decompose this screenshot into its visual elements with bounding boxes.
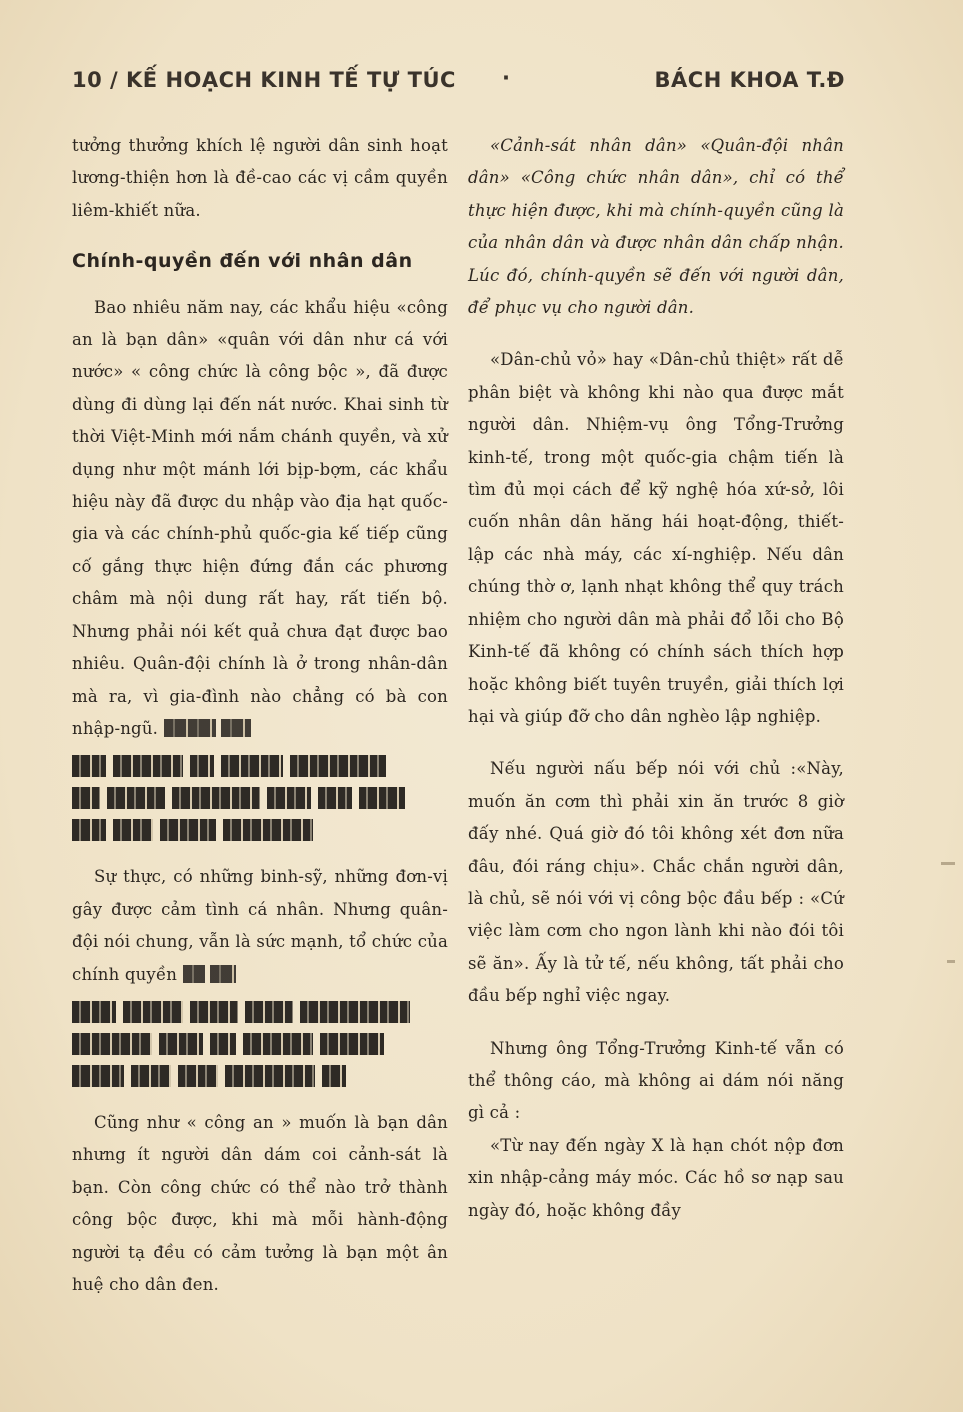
paragraph-text: Bao nhiêu năm nay, các khẩu hiệu «công an là bạn dân» «quân với dân như cá với nước» « công chức là công bộc », đã được dùng đi dùng lại đến nát nước. Khai sinh từ thời Việt-Minh mới nắm chánh quyền, và xử dụng như một mánh lới bịp-bợm, các khẩu hiệu này đã được du nhập vào địa hạt quốc-gia và các chính-phủ quốc-gia kế tiếp cũng cố gắng thực hiện đứng đắn các phương châm mà nội dung rất hay, rất tiến bộ. Nhưng phải nói kết quả chưa đạt được bao nhiêu. Quân-đội chính là ở trong nhân-dân mà ra, vì gia-đình nào chẳng có bà con nhập-ngũ. <box>72 297 448 738</box>
running-header <box>72 68 845 108</box>
censored-block <box>164 719 216 737</box>
censored-line <box>72 1001 448 1023</box>
censored-line <box>72 755 448 777</box>
paragraph-text: Sự thực, có những binh-sỹ, những đơn-vị gây được cảm tình cá nhân. Nhưng quân-đội nói chung, vẫn là sức mạnh, tổ chức của chính quyền <box>72 867 448 984</box>
censored-block <box>210 965 236 983</box>
censored-block <box>183 965 205 983</box>
censored-line <box>72 787 448 809</box>
paragraph <box>72 861 448 991</box>
paragraph: Nếu người nấu bếp nói với chủ :«Này, muốn ăn cơm thì phải xin ăn trước 8 giờ đấy nhé. Quá giờ đó tôi không xét đơn nữa đâu, đói ráng chịu». Chắc chắn người dân, là chủ, sẽ nói với vị công bộc đầu bếp : «Cứ việc làm cơm cho ngon lành khi nào đói tôi sẽ ăn». Ấy là tử tế, nếu không, tất phải cho đầu bếp nghỉ việc ngay. <box>468 759 844 1006</box>
censored-line <box>72 1065 448 1087</box>
section-heading: Chính-quyền đến với nhân dân <box>72 250 413 273</box>
censored-line <box>72 1033 448 1055</box>
page-edge-mark <box>941 862 955 865</box>
paragraph: «Cảnh-sát nhân dân» «Quân-đội nhân dân» «Công chức nhân dân», chỉ có thể thực hiện được, khi mà chính-quyền cũng là của nhân dân và được nhân dân chấp nhận. Lúc đó, chính-quyền sẽ đến với người dân, để phục vụ cho người dân. <box>468 136 844 318</box>
paragraph: Cũng như « công an » muốn là bạn dân nhưng ít người dân dám coi cảnh-sát là bạn. Còn công chức có thể nào trở thành công bộc được, khi mà mỗi hành-động người tạ đều có cảm tưởng là bạn một ân huệ cho dân đen. <box>72 1112 448 1294</box>
left-column <box>72 130 448 1301</box>
header-magazine-name: BÁCH KHOA T.Đ <box>654 68 845 92</box>
censored-block <box>221 719 251 737</box>
paragraph: «Từ nay đến ngày X là hạn chót nộp đơn xin nhập-cảng máy móc. Các hồ sơ nạp sau ngày đó, hoặc không đầy <box>468 1135 844 1220</box>
right-column <box>468 130 844 1227</box>
censored-line <box>72 819 448 841</box>
header-page-title: 10 / KẾ HOẠCH KINH TẾ TỰ TÚC <box>72 68 456 92</box>
paragraph: «Dân-chủ vỏ» hay «Dân-chủ thiệt» rất dễ phân biệt và không khi nào qua được mắt người dân. Nhiệm-vụ ông Tổng-Trưởng kinh-tế, trong một quốc-gia chậm tiến là tìm đủ mọi cách để kỹ nghệ hóa xứ-sở, lôi cuốn nhân dân hăng hái hoạt-động, thiết-lập các nhà máy, các xí-nghiệp. Nếu dân chúng thờ ơ, lạnh nhạt không thể quy trách nhiệm cho người dân mà phải đổ lỗi cho Bộ Kinh-tế đã không có chính sách thích hợp hoặc không biết tuyên truyền, giải thích lợi hại và giúp đỡ cho dân nghèo lập nghiệp. <box>468 350 844 726</box>
header-dot: · <box>502 66 511 90</box>
page-edge-mark <box>947 960 955 963</box>
paragraph <box>72 292 448 746</box>
paragraph: tưởng thưởng khích lệ người dân sinh hoạt lương-thiện hơn là đề-cao các vị cầm quyền liêm-khiết nữa. <box>72 136 448 220</box>
paragraph: Nhưng ông Tổng-Trưởng Kinh-tế vẫn có thể thông cáo, mà không ai dám nói năng gì cả : <box>468 1038 844 1123</box>
